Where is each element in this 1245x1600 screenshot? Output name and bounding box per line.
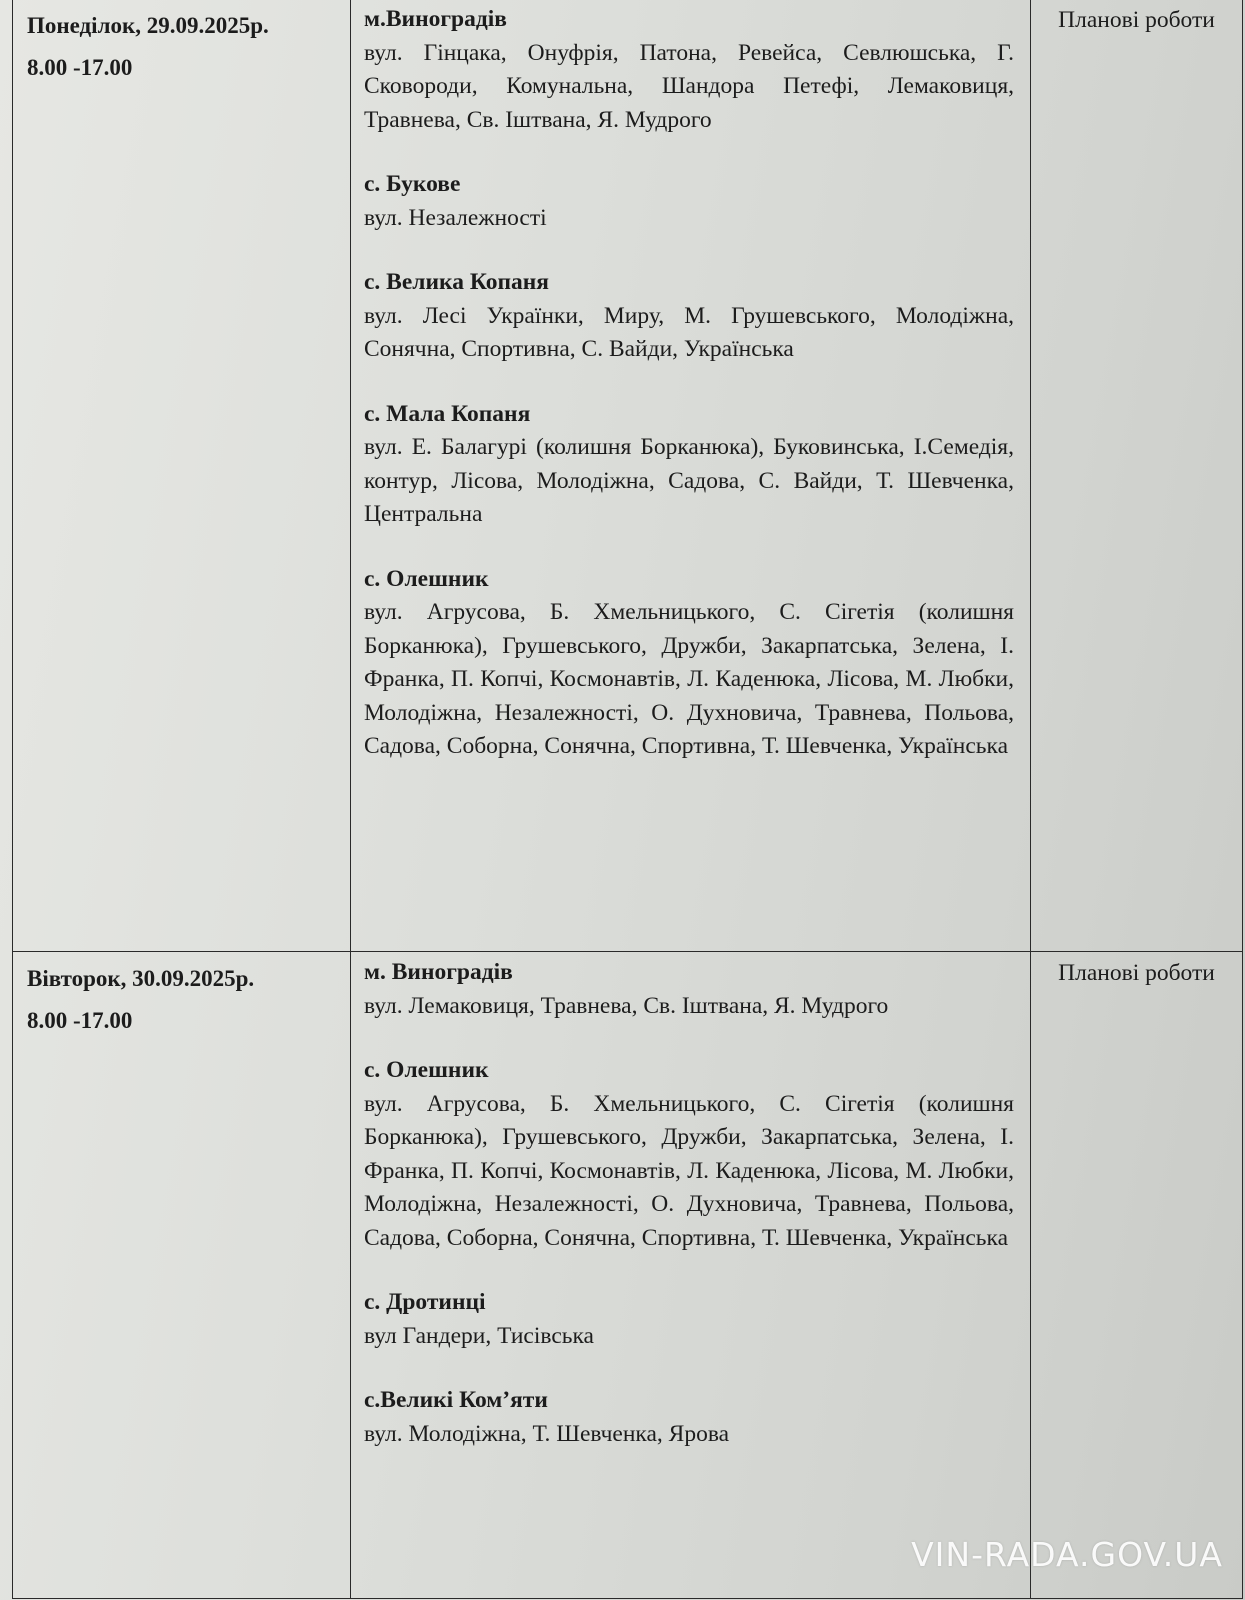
location-name: м.Виноградів bbox=[364, 6, 507, 32]
street-list: вул. Незалежності bbox=[364, 204, 547, 231]
street-list: вул. Лесі Українки, Миру, М. Грушевського, Молодіжна, Сонячна, Спортивна, С. Вайди, Українська bbox=[364, 302, 1014, 362]
street-list: вул. Лемаковиця, Травнева, Св. Іштвана, Я. Мудрого bbox=[364, 992, 889, 1019]
street-list: вул. Агрусова, Б. Хмельницького, С. Сігетія (колишня Борканюка), Грушевського, Дружби, Закарпатська, Зелена, І. Франка, П. Копчі, Космонавтів, Л. Каденюка, Лісова, М. Любки, Молодіжна, Незалежності, О. Духновича, Травнева, Польова, Садова, Соборна, Сонячна, Спортивна, Т. Шевченка, Українська bbox=[364, 1090, 1014, 1251]
day-label: Вівторок, 30.09.2025р. bbox=[27, 966, 255, 991]
location-name: м. Виноградів bbox=[364, 959, 513, 985]
street-list: вул. Е. Балагурі (колишня Борканюка), Буковинська, І.Семедія, контур, Лісова, Молодіжна, Садова, С. Вайди, Т. Шевченка, Центральна bbox=[364, 434, 1014, 527]
location-name: с. Дротинці bbox=[364, 1289, 486, 1315]
location-name: с. Олешник bbox=[364, 565, 489, 592]
watermark: VIN-RADA.GOV.UA bbox=[911, 1535, 1223, 1574]
table-row bbox=[13, 0, 1243, 952]
location-name: с. Велика Копаня bbox=[364, 269, 549, 295]
location-block bbox=[364, 266, 1014, 367]
address-cell bbox=[351, 0, 1031, 952]
time-range: 8.00 -17.00 bbox=[27, 55, 133, 80]
date-cell bbox=[13, 952, 351, 1599]
street-list: вул Гандери, Тисівська bbox=[364, 1322, 594, 1349]
location-name: с. Букове bbox=[364, 171, 461, 197]
street-list: вул. Гінцака, Онуфрія, Патона, Ревейса, Севлюшська, Г. Сковороди, Комунальна, Шандора Петефі, Лемаковиця, Травнева, Св. Іштвана, Я. Мудрого bbox=[364, 39, 1014, 133]
location-block bbox=[364, 3, 1014, 137]
location-name: с.Великі Ком’яти bbox=[364, 1387, 548, 1413]
street-list: вул. Агрусова, Б. Хмельницького, С. Сігетія (колишня Борканюка), Грушевського, Дружби, Закарпатська, Зелена, І. Франка, П. Копчі, Космонавтів, Л. Каденюка, Лісова, М. Любки, Молодіжна, Незалежності, О. Духновича, Травнева, Польова, Садова, Соборна, Сонячна, Спортивна, Т. Шевченка, Українська bbox=[364, 599, 1014, 759]
time-range: 8.00 -17.00 bbox=[27, 1008, 133, 1033]
table-row bbox=[13, 952, 1243, 1599]
work-type-cell bbox=[1031, 0, 1243, 952]
location-block bbox=[364, 398, 1014, 532]
location-block bbox=[364, 1286, 1014, 1353]
outage-schedule-table bbox=[12, 0, 1243, 1599]
work-type-label: Планові роботи bbox=[1058, 7, 1215, 33]
location-block bbox=[364, 1384, 1014, 1451]
work-type-cell bbox=[1031, 952, 1243, 1599]
date-cell bbox=[13, 0, 351, 952]
location-block bbox=[364, 1054, 1014, 1255]
location-block bbox=[364, 563, 1014, 764]
street-list: вул. Молодіжна, Т. Шевченка, Ярова bbox=[364, 1420, 730, 1447]
day-label: Понеділок, 29.09.2025р. bbox=[27, 13, 269, 38]
location-name: с. Олешник bbox=[364, 1057, 489, 1083]
location-block bbox=[364, 168, 1014, 235]
work-type-label: Планові роботи bbox=[1058, 960, 1215, 986]
location-name: с. Мала Копаня bbox=[364, 400, 531, 427]
address-cell bbox=[351, 952, 1031, 1599]
location-block bbox=[364, 956, 1014, 1023]
